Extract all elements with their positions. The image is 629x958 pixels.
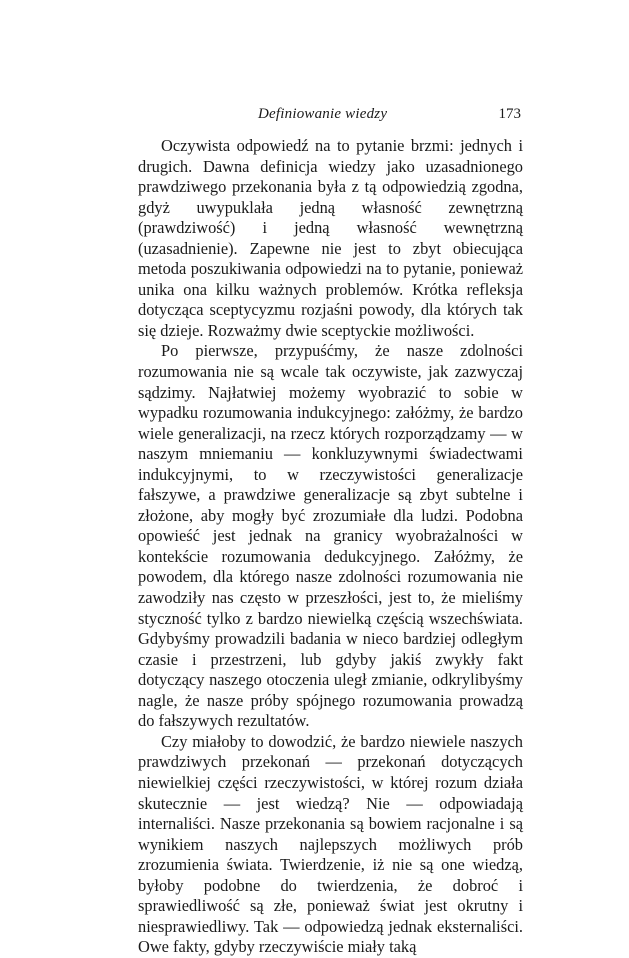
page-number: 173 <box>498 106 521 122</box>
paragraph-2: Po pierwsze, przypuśćmy, że nasze zdolności rozumowania nie są wcale tak oczywiste, jak zazwyczaj sądzimy. Najłatwiej możemy wyobrazić to sobie w wypadku rozumowania indukcyjnego: załóżmy, że bardzo wiele generalizacji, na rzecz których rozporządzamy — w naszym mniemaniu — konkluzywnymi świadectwami indukcyjnymi, to w rzeczywistości generalizacje fałszywe, a prawdziwe generalizacje są zbyt subtelne i złożone, aby mogły być zrozumiałe dla ludzi. Podobna opowieść jest jednak na granicy wyobrażalności w kontekście rozumowania dedukcyjnego. Załóżmy, że powodem, dla którego nasze zdolności rozumowania nie zawodziły nas często w przeszłości, jest to, że mieliśmy styczność tylko z bardzo niewielką częścią wszechświata. Gdybyśmy prowadzili badania w nieco bardziej odległym czasie i przestrzeni, lub gdyby jakiś zwykły fakt dotyczący naszego otoczenia uległ zmianie, odkrylibyśmy nagle, że nasze próby spójnego rozumowania prowadzą do fałszywych rezultatów. <box>138 341 523 731</box>
running-title: Definiowanie wiedzy <box>258 106 388 122</box>
paragraph-1: Oczywista odpowiedź na to pytanie brzmi: jednych i drugich. Dawna definicja wiedzy jako uzasadnionego prawdziwego przekonania była z tą odpowiedzią zgodna, gdyż uwypuklała jedną własność zewnętrzną (prawdziwość) i jedną własność wewnętrzną (uzasadnienie). Zapewne nie jest to zbyt obiecująca metoda poszukiwania odpowiedzi na to pytanie, ponieważ unika ona kilku ważnych problemów. Krótka refleksja dotycząca sceptycyzmu rozjaśni powody, dla których tak się dzieje. Rozważmy dwie sceptyckie możliwości. <box>138 136 523 340</box>
paragraph-3: Czy miałoby to dowodzić, że bardzo niewiele naszych prawdziwych przekonań — przekonań dotyczących niewielkiej części rzeczywistości, w której rozum działa skutecznie — jest wiedzą? Nie — odpowiadają internaliści. Nasze przekonania są bowiem racjonalne i są wynikiem naszych najlepszych możliwych prób zrozumienia świata. Twierdzenie, iż nie są one wiedzą, byłoby podobne do twierdzenia, że dobroć i sprawiedliwość są złe, ponieważ świat jest okrutny i niesprawiedliwy. Tak — odpowiedzą jednak eksternaliści. Owe fakty, gdyby rzeczywiście miały taką <box>138 731 523 957</box>
body-text <box>138 136 523 958</box>
running-head <box>138 106 521 126</box>
